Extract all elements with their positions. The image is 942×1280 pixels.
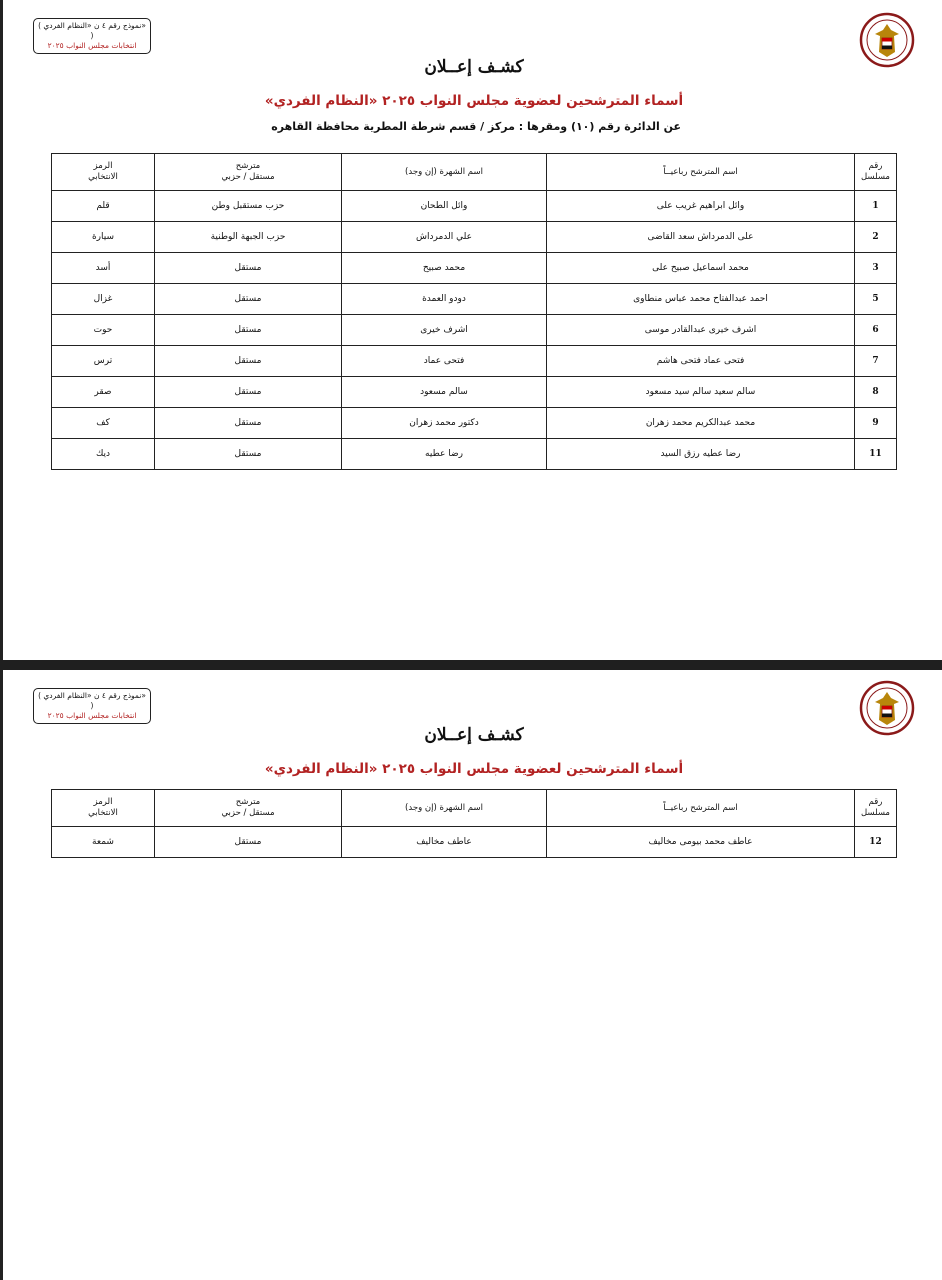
table-row — [52, 315, 897, 346]
header-name: اسم المترشح رباعيــاً — [547, 790, 855, 827]
form-election-label: انتخابات مجلس النواب ٢٠٢٥ — [47, 41, 137, 50]
header-nickname: اسم الشهرة (إن وجد) — [342, 790, 547, 827]
cell-nickname: علي الدمرداش — [342, 222, 547, 253]
cell-nickname: سالم مسعود — [342, 377, 547, 408]
table-row — [52, 191, 897, 222]
form-number-box — [33, 688, 151, 724]
cell-symbol: شمعة — [52, 827, 155, 858]
table-row — [52, 346, 897, 377]
form-number-label: ( نموذج رقم ٤ ن «النظام الفردي» ) — [38, 691, 146, 710]
table-row — [52, 377, 897, 408]
cell-serial: 12 — [855, 827, 897, 858]
cell-type: مستقل — [155, 315, 342, 346]
cell-nickname: محمد صبيح — [342, 253, 547, 284]
cell-type: مستقل — [155, 346, 342, 377]
cell-name: على الدمرداش سعد القاضى — [547, 222, 855, 253]
cell-type: مستقل — [155, 253, 342, 284]
cell-type: مستقل — [155, 284, 342, 315]
district-line: عن الدائرة رقم (١٠) ومقرها : مركز / قسم شرطة المطرية محافظة القاهره — [271, 120, 681, 133]
form-number-box — [33, 18, 151, 54]
cell-symbol: ترس — [52, 346, 155, 377]
cell-symbol: أسد — [52, 253, 155, 284]
table-header-row — [52, 154, 897, 191]
header-serial: رقم مسلسل — [855, 154, 897, 191]
page-subtitle: أسماء المترشحين لعضوية مجلس النواب ٢٠٢٥ «النظام الفردي» — [264, 761, 684, 777]
cell-type: مستقل — [155, 439, 342, 470]
cell-symbol: سيارة — [52, 222, 155, 253]
page-subtitle: أسماء المترشحين لعضوية مجلس النواب ٢٠٢٥ «النظام الفردي» — [264, 93, 684, 109]
page-title: كشـف إعــلان — [424, 57, 524, 77]
cell-serial: 2 — [855, 222, 897, 253]
cell-nickname: وائل الطحان — [342, 191, 547, 222]
cell-nickname: دكتور محمد زهران — [342, 408, 547, 439]
candidates-table — [51, 153, 897, 470]
cell-type: مستقل — [155, 377, 342, 408]
cell-nickname: رضا عطيه — [342, 439, 547, 470]
cell-name: وائل ابراهيم غريب على — [547, 191, 855, 222]
candidates-table — [51, 789, 897, 858]
cell-serial: 3 — [855, 253, 897, 284]
cell-symbol: قلم — [52, 191, 155, 222]
table-row — [52, 222, 897, 253]
cell-name: فتحى عماد فتحى هاشم — [547, 346, 855, 377]
table-row — [52, 827, 897, 858]
header-symbol: الرمز الانتخابي — [52, 154, 155, 191]
page-title: كشـف إعــلان — [424, 725, 524, 745]
cell-nickname: عاطف مخاليف — [342, 827, 547, 858]
table-row — [52, 439, 897, 470]
cell-nickname: اشرف خيرى — [342, 315, 547, 346]
cell-symbol: كف — [52, 408, 155, 439]
cell-nickname: فتحى عماد — [342, 346, 547, 377]
table-row — [52, 408, 897, 439]
header-type: مترشح مستقل / حزبي — [155, 154, 342, 191]
table-header-row — [52, 790, 897, 827]
cell-serial: 1 — [855, 191, 897, 222]
cell-serial: 9 — [855, 408, 897, 439]
cell-symbol: صقر — [52, 377, 155, 408]
cell-serial: 6 — [855, 315, 897, 346]
cell-name: محمد اسماعيل صبيح على — [547, 253, 855, 284]
cell-type: حزب مستقبل وطن — [155, 191, 342, 222]
form-number-label: ( نموذج رقم ٤ ن «النظام الفردي» ) — [38, 21, 146, 40]
header-type: مترشح مستقل / حزبي — [155, 790, 342, 827]
cell-type: مستقل — [155, 408, 342, 439]
document-page-2 — [0, 670, 942, 1280]
header-name: اسم المترشح رباعيــاً — [547, 154, 855, 191]
cell-name: سالم سعيد سالم سيد مسعود — [547, 377, 855, 408]
cell-serial: 5 — [855, 284, 897, 315]
cell-name: اشرف خيرى عبدالقادر موسى — [547, 315, 855, 346]
header-symbol: الرمز الانتخابي — [52, 790, 155, 827]
cell-serial: 11 — [855, 439, 897, 470]
table-row — [52, 284, 897, 315]
cell-name: محمد عبدالكريم محمد زهران — [547, 408, 855, 439]
cell-serial: 8 — [855, 377, 897, 408]
cell-serial: 7 — [855, 346, 897, 377]
form-election-label: انتخابات مجلس النواب ٢٠٢٥ — [47, 711, 137, 720]
cell-symbol: غزال — [52, 284, 155, 315]
cell-name: احمد عبدالفتاح محمد عباس منطاوى — [547, 284, 855, 315]
cell-type: حزب الجبهة الوطنية — [155, 222, 342, 253]
header-serial: رقم مسلسل — [855, 790, 897, 827]
cell-nickname: دودو العمدة — [342, 284, 547, 315]
header-nickname: اسم الشهرة (إن وجد) — [342, 154, 547, 191]
cell-name: عاطف محمد بيومى مخاليف — [547, 827, 855, 858]
cell-symbol: ديك — [52, 439, 155, 470]
cell-type: مستقل — [155, 827, 342, 858]
cell-name: رضا عطيه رزق السيد — [547, 439, 855, 470]
cell-symbol: حوت — [52, 315, 155, 346]
table-row — [52, 253, 897, 284]
page-separator — [0, 660, 942, 670]
